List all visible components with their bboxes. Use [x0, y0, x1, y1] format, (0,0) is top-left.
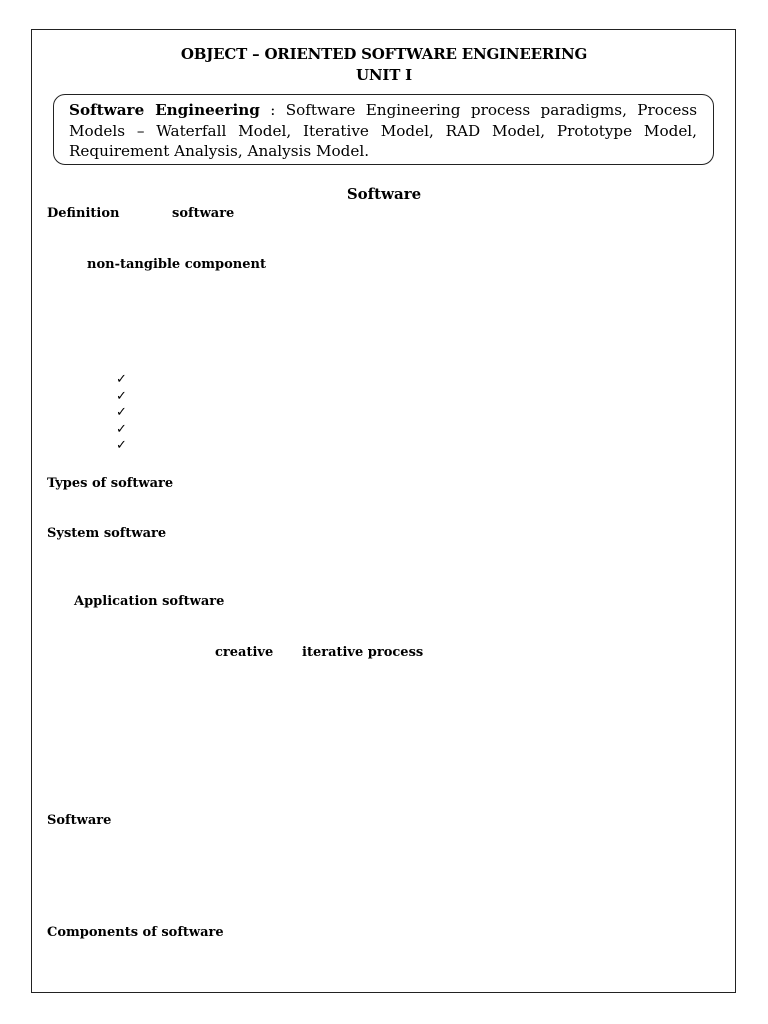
checkmark-icon: ✓	[116, 405, 127, 420]
summary-term: Software Engineering	[69, 101, 260, 119]
creative-label: creative	[215, 645, 274, 660]
definition-label: Definition	[47, 206, 120, 221]
summary-box	[53, 94, 714, 165]
checkmark-icon: ✓	[116, 372, 127, 387]
summary-text: : Software Engineering process paradigms, Process Models – Waterfall Model, Iterative Model, RAD Model, Prototype Model, Requirement Analysis, Analysis Model.	[69, 101, 697, 160]
iterative-process-label: iterative process	[302, 645, 424, 660]
section-heading: Software	[346, 185, 422, 203]
software-term: software	[172, 206, 235, 221]
page-border	[31, 29, 736, 993]
checkmark-icon: ✓	[116, 438, 127, 453]
checkmark-icon: ✓	[116, 389, 127, 404]
software-label: Software	[47, 813, 112, 828]
application-software-label: Application software	[74, 594, 225, 609]
checkmark-icon: ✓	[116, 422, 127, 437]
components-of-software-label: Components of software	[47, 925, 224, 940]
system-software-label: System software	[47, 526, 167, 541]
non-tangible-label: non-tangible component	[87, 257, 266, 272]
types-of-software-label: Types of software	[47, 476, 174, 491]
document-title: OBJECT – ORIENTED SOFTWARE ENGINEERING	[180, 45, 588, 63]
unit-label: UNIT I	[355, 66, 412, 84]
